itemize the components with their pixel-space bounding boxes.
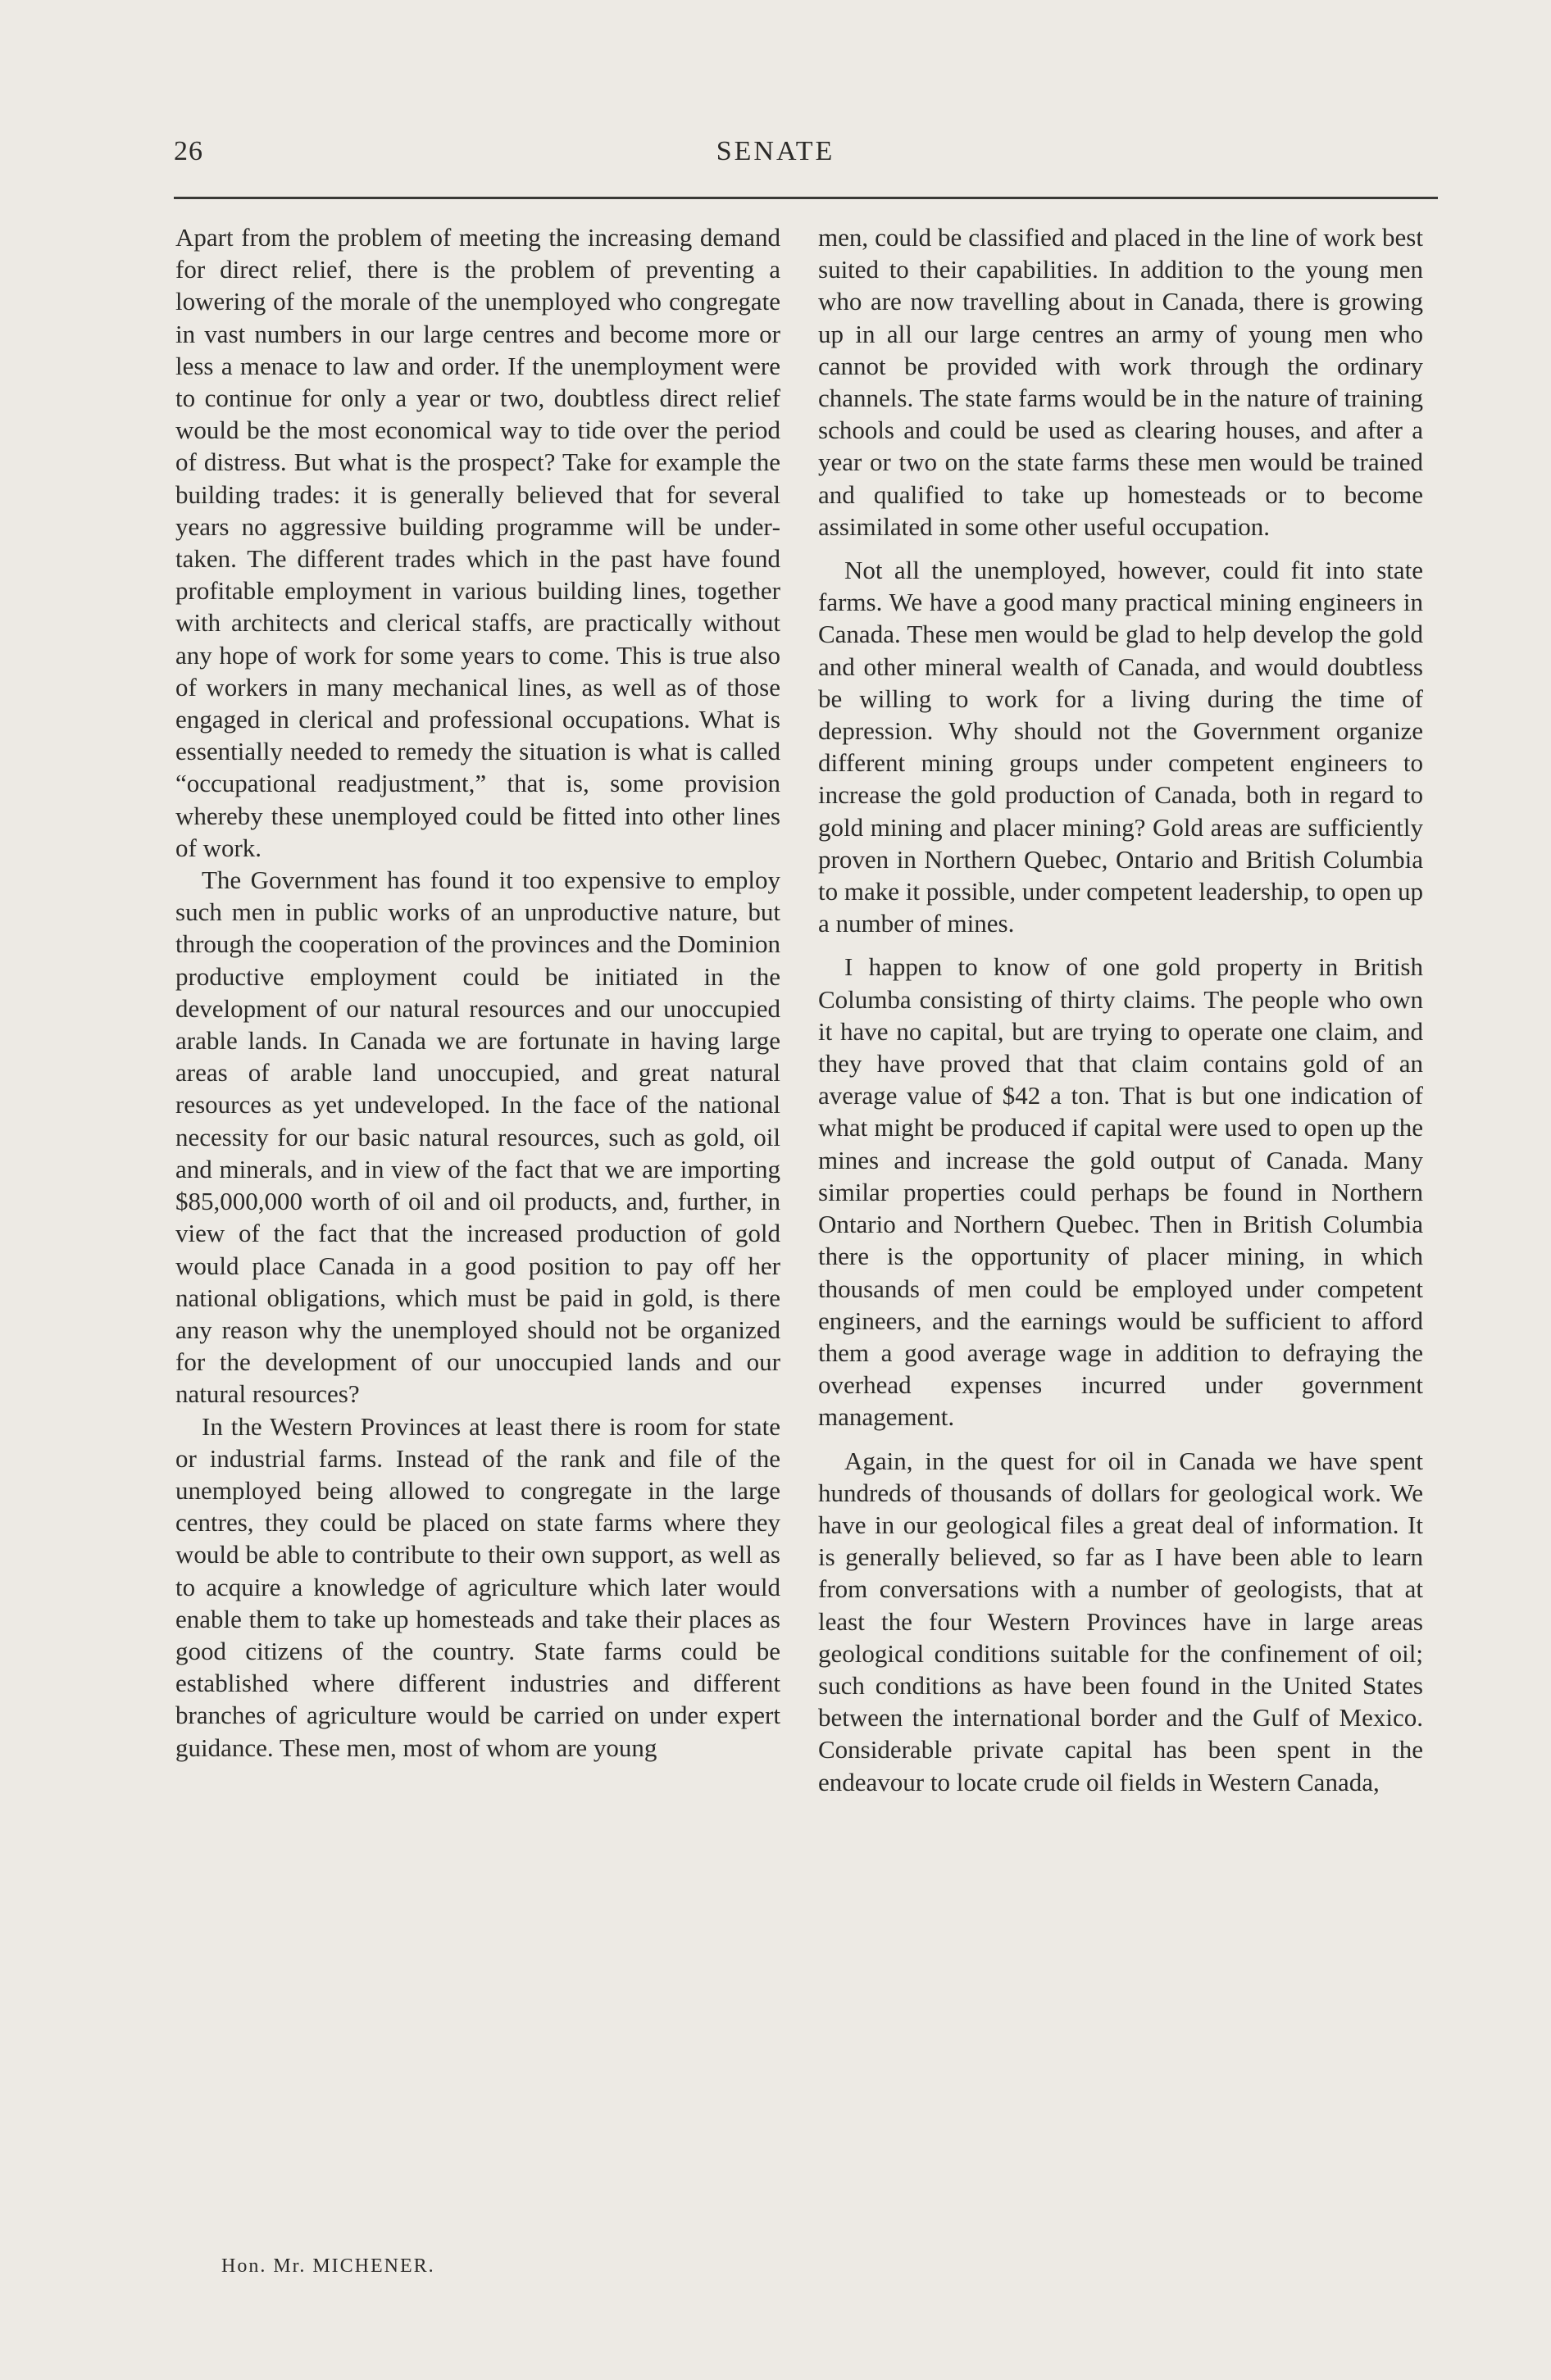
paragraph: In the Western Provinces at least there is room for state or industrial farms. Instead of the rank and file of the unemployed being allowed to congregate in the large centres, they could be placed on state farms where they would be able to contribute to their own support, as well as to acquire a knowledge of agriculture which later would enable them to take up homesteads and take their places as good citizens of the country. State farms could be established where different industries and different branches of agriculture would be carried on under expert guidance. These men, most of whom are young <box>175 1411 780 1762</box>
running-head: SENATE <box>716 136 835 166</box>
paragraph: Again, in the quest for oil in Canada we have spent hundreds of thousands of dollars for geological work. We have in our geological files a great deal of information. It is generally believed, so far as I have been able to learn from conversations with a number of geologists, that at least the four Western Provinces have in large areas geological conditions suitable for the confinement of oil; such conditions as have been found in the United States between the international border and the Gulf of Mexico. Considerable private capital has been spent in the endeavour to locate crude oil fields in Western Canada, <box>818 1446 1423 1796</box>
left-column <box>175 221 780 1764</box>
paragraph: Not all the unemployed, however, could fit into state farms. We have a good many practical mining engineers in Canada. These men would be glad to help develop the gold and other mineral wealth of Canada, and would doubtless be willing to work for a living during the time of depression. Why should not the Government organize different mining groups under competent engineers to increase the gold production of Canada, both in regard to gold mining and placer mining? Gold areas are sufficiently proven in Northern Quebec, Ontario and British Columbia to make it possible, under competent leadership, to open up a number of mines. <box>818 556 1423 938</box>
header-rule <box>174 197 1438 199</box>
paragraph: I happen to know of one gold property in British Columba consisting of thirty claims. The people who own it have no capital, but are trying to operate one claim, and they have proved that that claim contains gold of an average value of $42 a ton. That is but one indication of what might be produced if capital were used to open up the mines and increase the gold output of Canada. Many similar properties could perhaps be found in Northern Ontario and Northern Quebec. Then in British Columbia there is the opportunity of placer mining, in which thousands of men could be employed under competent engineers, and the earnings would be sufficient to afford them a good average wage in addition to defraying the overhead expenses incurred under government management. <box>818 952 1423 1432</box>
speaker-footnote: Hon. Mr. MICHENER. <box>221 2255 435 2277</box>
page-number: 26 <box>174 136 203 166</box>
paragraph: men, could be classified and placed in the line of work best suited to their capabilities. In addition to the young men who are now travelling about in Canada, there is growing up in all our large centres an army of young men who cannot be provided with work through the ordinary channels. The state farms would be in the nature of training schools and could be used as clearing houses, and after a year or two on the state farms these men would be trained and qualified to take up homesteads or to become assimilated in some other useful occupation. <box>818 223 1423 541</box>
paragraph: Apart from the problem of meeting the increasing demand for direct relief, there is the problem of preventing a lowering of the morale of the unemployed who congregate in vast numbers in our large centres and become more or less a menace to law and order. If the unemployment were to continue for only a year or two, doubtless direct relief would be the most economical way to tide over the period of distress. But what is the prospect? Take for example the building trades: it is generally believed that for several years no aggressive building programme will be undertaken. The different trades which in the past have found profitable employment in various building lines, together with architects and clerical staffs, are practically without any hope of work for some years to come. This is true also of workers in many mechanical lines, as well as of those engaged in clerical and professional occupations. What is essentially needed to remedy the situation is what is called “occupational readjustment,” that is, some provision whereby these unemployed could be fitted into other lines of work. <box>175 223 780 862</box>
right-column <box>818 221 1423 1798</box>
paragraph: The Government has found it too expensive to employ such men in public works of an unproductive nature, but through the cooperation of the provinces and the Dominion productive employment could be initiated in the development of our natural resources and our unoccupied arable lands. In Canada we are fortunate in having large areas of arable land unoccupied, and great natural resources as yet undeveloped. In the face of the national necessity for our basic natural resources, such as gold, oil and minerals, and in view of the fact that we are importing $85,000,000 worth of oil and oil products, and, further, in view of the fact that the increased production of gold would place Canada in a good position to pay off her national obligations, which must be paid in gold, is there any reason why the unemployed should not be organized for the development of our unoccupied lands and our natural resources? <box>175 865 780 1409</box>
